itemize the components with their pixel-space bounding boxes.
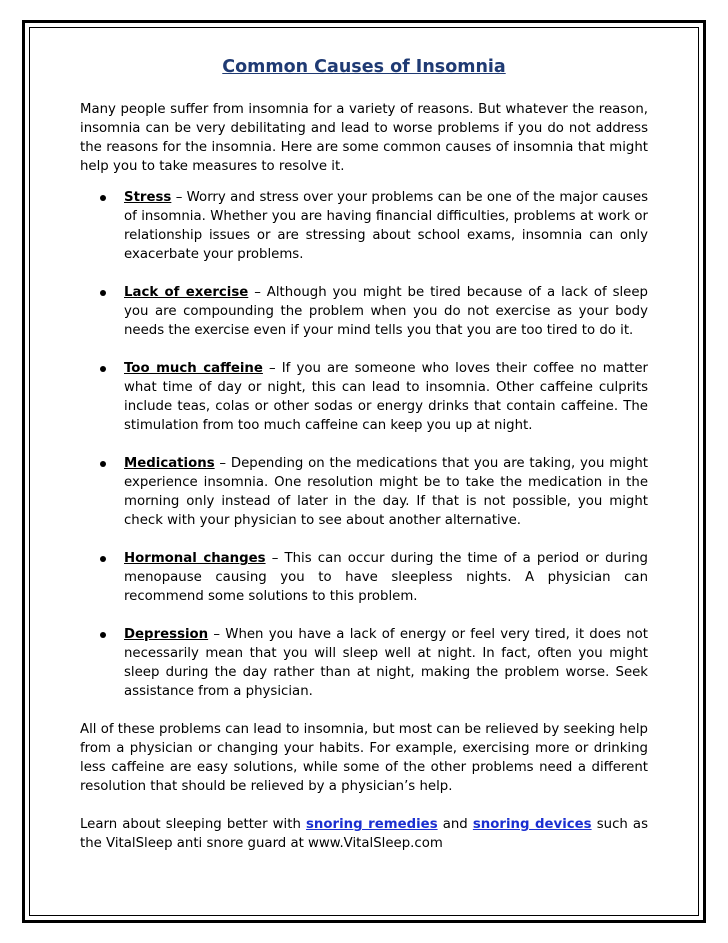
list-item-medications <box>80 454 648 530</box>
snoring-remedies-link[interactable]: snoring remedies <box>306 817 438 832</box>
list-item-depression <box>80 625 648 701</box>
cause-term: Too much caffeine <box>124 361 263 376</box>
cause-term: Medications <box>124 456 215 471</box>
snoring-devices-link[interactable]: snoring devices <box>472 817 592 832</box>
bullet-icon <box>100 195 106 201</box>
causes-list <box>80 188 648 701</box>
cause-description: – Although you might be tired because of a lack of sleep you are compounding the problem when you do not exercise as your body needs the exercise even if your mind tells you that you are too tired to do it. <box>124 285 648 338</box>
bullet-icon <box>100 366 106 372</box>
cause-term: Depression <box>124 627 209 642</box>
footer-suffix: such as the VitalSleep anti snore guard at www.VitalSleep.com <box>80 817 648 851</box>
list-item-stress <box>80 188 648 264</box>
closing-paragraph: All of these problems can lead to insomnia, but most can be relieved by seeking help from a physician or changing your habits. For example, exercising more or drinking less caffeine are easy solutions, while some of the other problems need a different resolution that should be relieved by a physician’s help. <box>80 722 648 794</box>
bullet-icon <box>100 461 106 467</box>
cause-description: – This can occur during the time of a period or during menopause causing you to have sleepless nights. A physician can recommend some solutions to this problem. <box>124 551 648 604</box>
cause-description: – When you have a lack of energy or feel very tired, it does not necessarily mean that you will sleep well at night. In fact, often you might sleep during the day rather than at night, making the problem worse. Seek assistance from a physician. <box>124 627 648 699</box>
page-title: Common Causes of Insomnia <box>222 57 506 77</box>
bullet-icon <box>100 290 106 296</box>
footer-middle: and <box>437 817 473 832</box>
list-item-lack-of-exercise <box>80 283 648 340</box>
footer-paragraph <box>80 815 648 853</box>
cause-term: Hormonal changes <box>124 551 266 566</box>
intro-paragraph: Many people suffer from insomnia for a variety of reasons. But whatever the reason, insomnia can be very debilitating and lead to worse problems if you do not address the reasons for the insomnia. Here are some common causes of insomnia that might help you to take measures to resolve it. <box>80 102 648 174</box>
list-item-too-much-caffeine <box>80 359 648 435</box>
cause-description: – Depending on the medications that you are taking, you might experience insomnia. One resolution might be to take the medication in the morning only instead of later in the day. If that is not possible, you might check with your physician to see about another alternative. <box>124 456 648 528</box>
footer-prefix: Learn about sleeping better with <box>80 817 307 832</box>
article <box>80 55 648 853</box>
bullet-icon <box>100 556 106 562</box>
cause-description: – Worry and stress over your problems can be one of the major causes of insomnia. Whether you are having financial difficulties, problems at work or relationship issues or are stressing about school exams, insomnia can only exacerbate your problems. <box>124 190 648 262</box>
cause-term: Stress <box>124 190 172 205</box>
cause-description: – If you are someone who loves their coffee no matter what time of day or night, this can lead to insomnia. Other caffeine culprits include teas, colas or other sodas or energy drinks that contain caffeine. The stimulation from too much caffeine can keep you up at night. <box>124 361 648 433</box>
bullet-icon <box>100 632 106 638</box>
cause-term: Lack of exercise <box>124 285 249 300</box>
list-item-hormonal-changes <box>80 549 648 606</box>
